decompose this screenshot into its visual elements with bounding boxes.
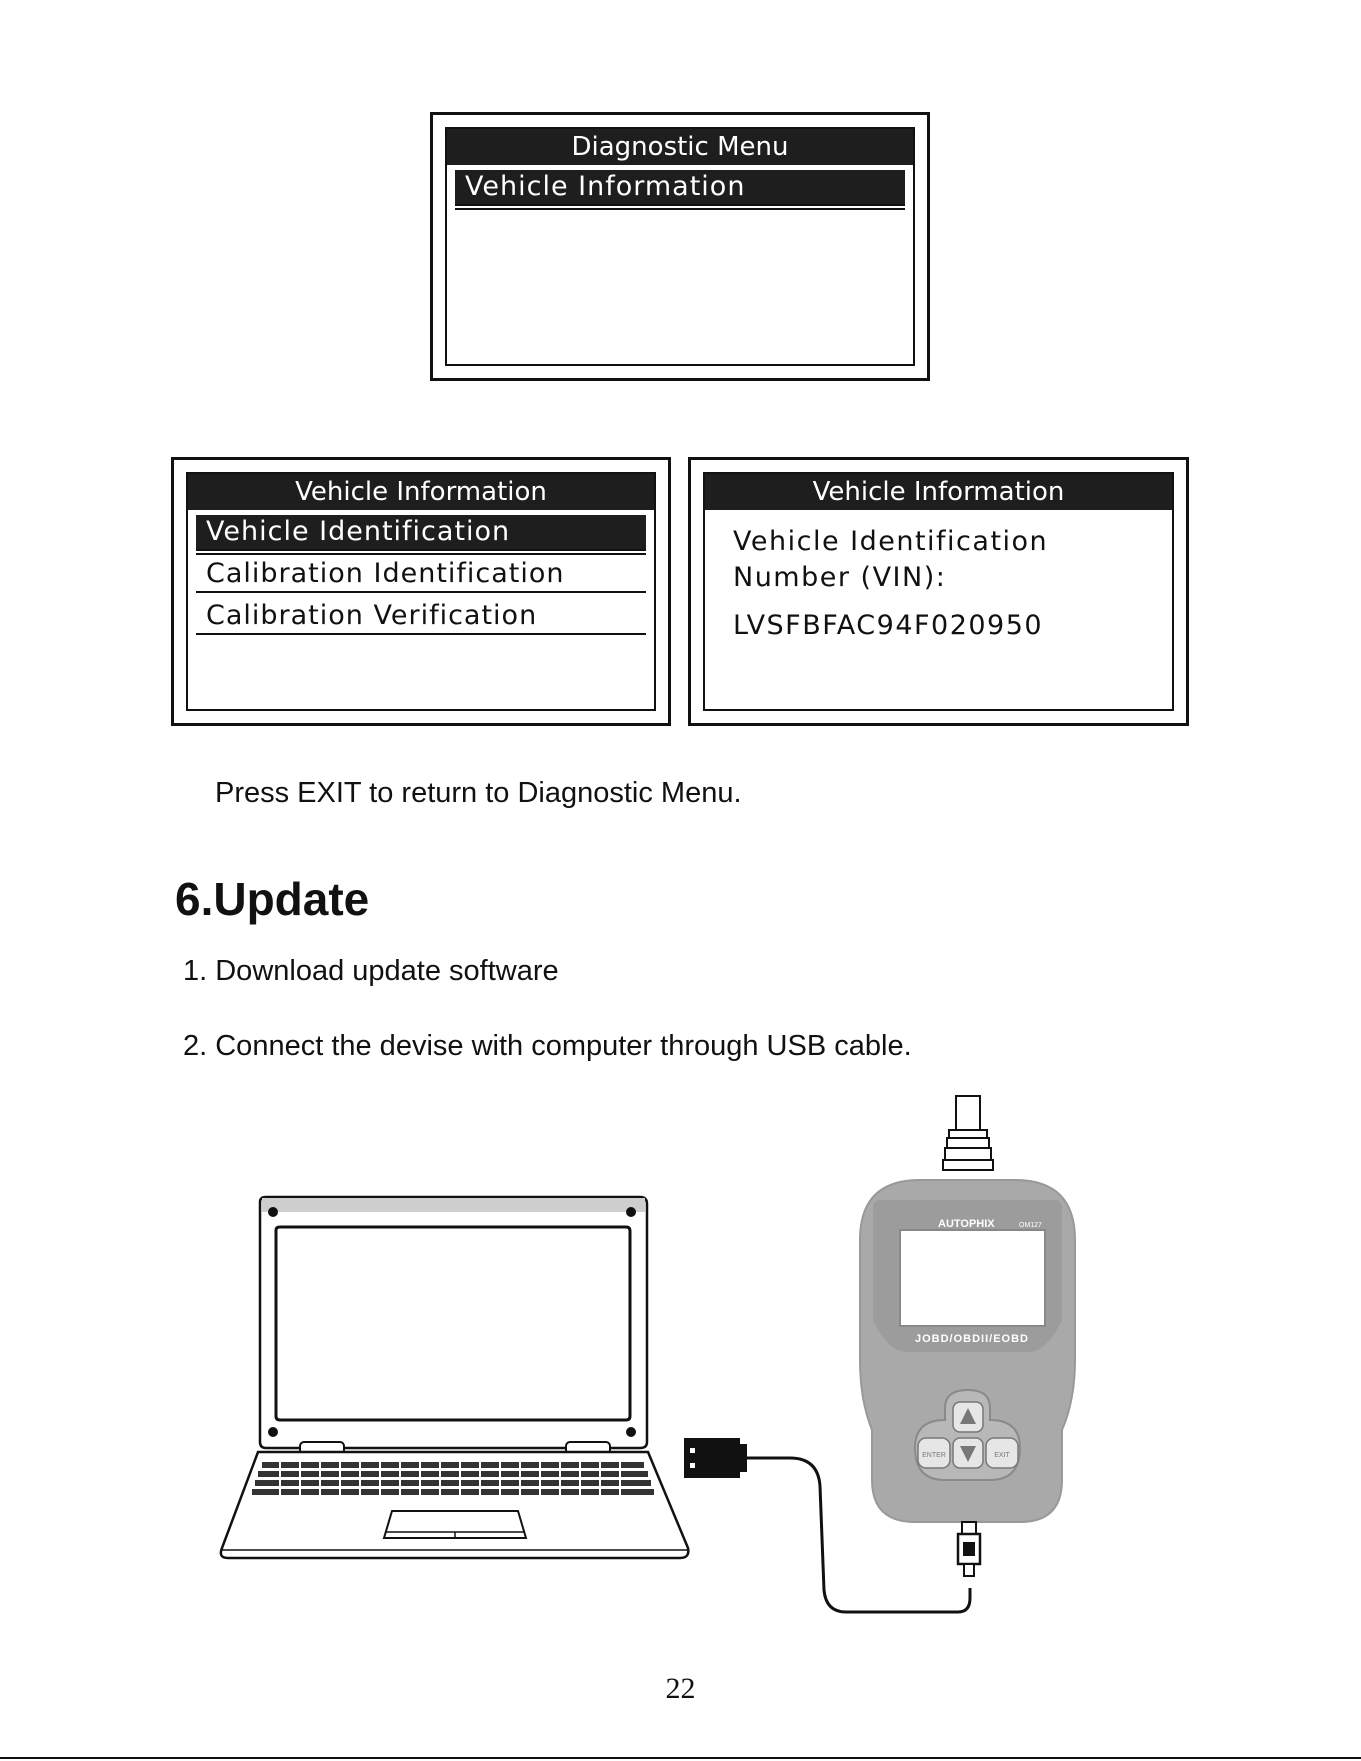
exit-label: EXIT	[994, 1452, 1010, 1459]
usb-connection-illustration	[0, 1090, 1361, 1630]
usb-plug-icon	[684, 1438, 747, 1478]
menu-item-calibration-verification[interactable]: Calibration Verification	[196, 599, 646, 635]
screen-title: Vehicle Information	[188, 474, 654, 510]
vehicle-information-display	[186, 472, 656, 711]
screen-title: Vehicle Information	[705, 474, 1172, 510]
vin-screen	[688, 457, 1189, 726]
instruction-text: Press EXIT to return to Diagnostic Menu.	[215, 777, 742, 809]
scanner-screen	[900, 1230, 1045, 1326]
device-model: OM127	[1019, 1222, 1042, 1229]
diagnostic-menu-display	[445, 127, 915, 366]
vin-label-line1: Vehicle Identification	[733, 526, 1049, 557]
screen-title: Diagnostic Menu	[447, 129, 913, 165]
step-2: 2. Connect the devise with computer through USB cable.	[183, 1030, 912, 1062]
vin-label-line2: Number (VIN):	[733, 562, 947, 593]
menu-item-vehicle-information[interactable]: Vehicle Information	[455, 170, 905, 206]
laptop-icon	[221, 1197, 688, 1558]
menu-item-vehicle-identification[interactable]: Vehicle Identification	[196, 515, 646, 551]
device-brand: AUTOPHIX	[938, 1218, 995, 1230]
diagnostic-menu-screen	[430, 112, 930, 381]
vehicle-information-screen	[171, 457, 671, 726]
step-1: 1. Download update software	[183, 955, 559, 987]
vin-value: LVSFBFAC94F020950	[733, 610, 1044, 641]
bottom-rule	[0, 1757, 1361, 1759]
vin-display	[703, 472, 1174, 711]
device-protocols: JOBD/OBDII/EOBD	[914, 1333, 1030, 1345]
page-number: 22	[665, 1672, 696, 1705]
menu-item-calibration-identification[interactable]: Calibration Identification	[196, 557, 646, 593]
enter-label: ENTER	[922, 1452, 946, 1459]
section-heading: 6.Update	[175, 873, 370, 925]
